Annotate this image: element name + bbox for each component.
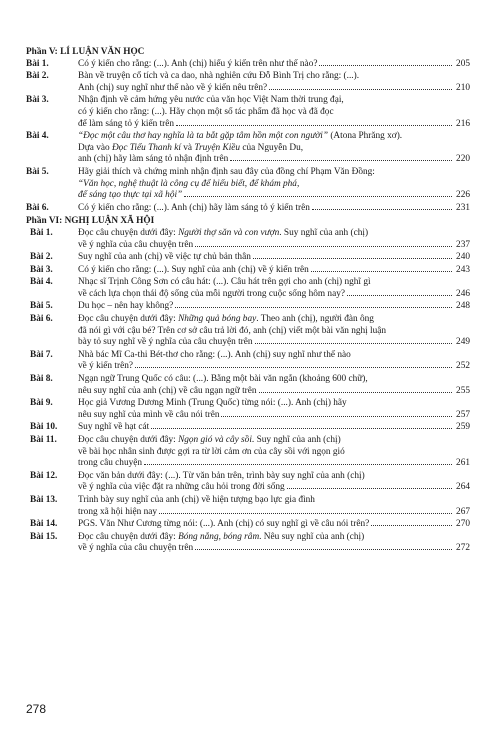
entry-label: Bài 14. <box>30 519 58 530</box>
entry-label: Bài 6. <box>30 314 53 325</box>
entry-text-line: Suy nghĩ về hạt cát <box>78 422 150 433</box>
dot-leader <box>255 343 452 344</box>
entry-page-number: 252 <box>456 361 470 372</box>
dot-leader <box>159 513 452 514</box>
entry-page-number: 216 <box>456 118 470 129</box>
entry-page-number: 267 <box>456 506 470 517</box>
entry-label: Bài 6. <box>26 202 49 213</box>
toc-entry[interactable] <box>26 252 470 264</box>
entry-page-number: 255 <box>456 385 470 396</box>
dot-leader <box>221 416 452 417</box>
page-number: 278 <box>26 702 47 716</box>
entry-page-number: 272 <box>456 543 470 554</box>
entry-label: Bài 1. <box>30 227 53 238</box>
toc-entry[interactable] <box>26 350 470 373</box>
entry-page-number: 237 <box>456 239 470 250</box>
entry-text-line: Bàn về truyện cổ tích và ca dao, nhà nghiên cứu Đỗ Bình Trị cho rằng: (...). <box>78 71 360 82</box>
section-title: Phần V: LÍ LUẬN VĂN HỌC <box>26 47 145 57</box>
entry-text-line: Anh (chị) suy nghĩ như thế nào về ý kiến nêu trên? <box>78 82 268 93</box>
entry-page-number: 270 <box>456 519 470 530</box>
entry-page-number: 261 <box>456 458 470 469</box>
entry-label: Bài 9. <box>30 398 53 409</box>
entry-page-number: 205 <box>456 58 470 69</box>
entry-page-number: 248 <box>456 301 470 312</box>
entry-text-line: Có ý kiến cho rằng: (...). Anh (chị) hiểu ý kiến trên như thế nào? <box>78 58 318 69</box>
toc-entry[interactable] <box>26 374 470 397</box>
entry-page-number: 246 <box>456 288 470 299</box>
entry-text-line: nêu suy nghĩ của anh (chị) về câu ngạn ngữ trên <box>78 385 257 396</box>
dot-leader <box>259 392 452 393</box>
entry-page-number: 259 <box>456 422 470 433</box>
entry-text-line: về ý nghĩa của việc đặt ra những câu hỏi trong đời sống <box>78 482 285 493</box>
entry-label: Bài 13. <box>30 494 58 505</box>
entry-label: Bài 10. <box>30 422 58 433</box>
dot-leader <box>151 428 452 429</box>
toc-entry[interactable] <box>26 314 470 349</box>
entry-label: Bài 5. <box>30 301 53 312</box>
entry-text-line: đã nói gì với cậu bé? Trên cơ sở câu trả lời đó, anh (chị) viết một bài văn nghị luận <box>78 325 387 336</box>
entry-page-number: 240 <box>456 252 470 263</box>
toc-entry[interactable] <box>26 532 470 555</box>
entry-text-line: Học giả Vương Dương Minh (Trung Quốc) từng nói: (...). Anh (chị) hãy <box>78 398 347 409</box>
toc-entry[interactable] <box>26 495 470 518</box>
toc-entry[interactable] <box>26 519 470 531</box>
toc-entry[interactable] <box>26 471 470 494</box>
entry-text-line: Dựa vào Đọc Tiểu Thanh kí và Truyện Kiều của Nguyễn Du, <box>78 142 304 153</box>
entry-label: Bài 12. <box>30 470 58 481</box>
toc-entry[interactable] <box>26 228 470 251</box>
dot-leader <box>176 125 452 126</box>
entry-page-number: 210 <box>456 82 470 93</box>
toc-entry[interactable] <box>26 203 470 215</box>
entry-text-line: trong câu chuyện <box>78 458 143 469</box>
entry-text-line: Ngạn ngữ Trung Quốc có câu: (...). Bằng một bài văn ngắn (khoảng 600 chữ), <box>78 374 368 385</box>
entry-text-line: Đọc câu chuyện dưới đây: Những quả bóng bay. Theo anh (chị), người đàn ông <box>78 314 374 325</box>
entry-text-line: về bài học nhân sinh được gợi ra từ lời cảm ơn của cây sồi với ngọn gió <box>78 446 345 457</box>
dot-leader <box>195 246 452 247</box>
entry-label: Bài 5. <box>26 166 49 177</box>
dot-leader <box>311 271 452 272</box>
entry-page-number: 264 <box>456 482 470 493</box>
entry-text-line: “Đọc một câu thơ hay nghĩa là ta bắt gặp tâm hồn một con người” (Atona Phrăng xơ). <box>78 131 403 142</box>
dot-leader <box>175 307 452 308</box>
entry-text-line: Suy nghĩ của anh (chị) về việc tự chủ bản thân <box>78 252 251 263</box>
toc-entry[interactable] <box>26 435 470 470</box>
entry-label: Bài 3. <box>26 95 49 106</box>
entry-label: Bài 15. <box>30 531 58 542</box>
dot-leader <box>319 65 452 66</box>
entry-label: Bài 2. <box>30 252 53 263</box>
toc-entry[interactable] <box>26 301 470 313</box>
entry-page-number: 220 <box>456 154 470 165</box>
toc-entry[interactable] <box>26 265 470 277</box>
entry-text-line: Hãy giải thích và chứng minh nhận định sau đây của đồng chí Phạm Văn Đồng: <box>78 166 375 177</box>
toc-entry[interactable] <box>26 422 470 434</box>
entry-text-line: Có ý kiến cho rằng: (...). Suy nghĩ của anh (chị) về ý kiến trên <box>78 264 309 275</box>
entry-text-line: Du học – nên hay không? <box>78 301 174 312</box>
entry-label: Bài 2. <box>26 71 49 82</box>
entry-text-line: để sáng tạo thực tại xã hội” <box>78 190 183 201</box>
entry-text-line: Nhạc sĩ Trịnh Công Sơn có câu hát: (...). Câu hát trên gợi cho anh (chị) nghĩ gì <box>78 277 371 288</box>
entry-text-line: anh (chị) hãy làm sáng tỏ nhận định trên <box>78 154 229 165</box>
toc-entry[interactable] <box>26 71 470 94</box>
toc-entry[interactable] <box>26 95 470 130</box>
entry-text-line: về ý nghĩa của câu chuyện trên <box>78 239 194 250</box>
entry-label: Bài 7. <box>30 349 53 360</box>
entry-label: Bài 1. <box>26 58 49 69</box>
dot-leader <box>253 258 452 259</box>
entry-text-line: Nhận định về cảm hứng yêu nước của văn học Việt Nam thời trung đại, <box>78 95 344 106</box>
entry-label: Bài 8. <box>30 374 53 385</box>
entry-text-line: “Văn học, nghệ thuật là công cụ để hiểu biết, để khám phá, <box>78 178 300 189</box>
toc-entry[interactable] <box>26 131 470 166</box>
table-of-contents <box>26 47 470 556</box>
entry-text-line: trong xã hội hiện nay <box>78 506 158 517</box>
entry-text-line: Đọc văn bản dưới đây: (...). Từ văn bản trên, trình bày suy nghĩ của anh (chị) <box>78 470 365 481</box>
entry-text-line: bày tỏ suy nghĩ về ý nghĩa của câu chuyện trên <box>78 337 253 348</box>
entry-text-line: về cách lựa chọn thái độ sống của mỗi người trong cuộc sống hôm nay? <box>78 288 345 299</box>
entry-text-line: Nhà bác Mĩ Ca-thi Bét-thơ cho rằng: (...). Anh (chị) suy nghĩ như thế nào <box>78 349 351 360</box>
dot-leader <box>135 367 452 368</box>
entry-page-number: 231 <box>456 202 470 213</box>
entry-page-number: 226 <box>456 190 470 201</box>
dot-leader <box>184 196 452 197</box>
dot-leader <box>312 209 452 210</box>
dot-leader <box>195 549 452 550</box>
entry-text-line: để làm sáng tỏ ý kiến trên <box>78 118 175 129</box>
entry-text-line: Trình bày suy nghĩ của anh (chị) về hiện tượng bạo lực gia đình <box>78 494 315 505</box>
entry-text-line: nêu suy nghĩ của mình về câu nói trên <box>78 409 220 420</box>
entry-page-number: 243 <box>456 264 470 275</box>
toc-entry[interactable] <box>26 167 470 202</box>
entry-label: Bài 4. <box>26 131 49 142</box>
entry-label: Bài 4. <box>30 277 53 288</box>
entry-text-line: Đọc câu chuyện dưới đây: Bóng nắng, bóng râm. Nêu suy nghĩ của anh (chị) <box>78 531 365 542</box>
entry-text-line: Đọc câu chuyện dưới đây: Ngọn gió và cây sồi. Suy nghĩ của anh (chị) <box>78 435 341 445</box>
dot-leader <box>269 89 452 90</box>
toc-entry[interactable] <box>26 59 470 71</box>
dot-leader <box>347 295 452 296</box>
entry-text-line: về ý nghĩa của câu chuyện trên <box>78 543 194 554</box>
toc-entry[interactable] <box>26 398 470 421</box>
dot-leader <box>230 160 452 161</box>
entry-text-line: có ý kiến cho rằng: (...). Hãy chọn một số tác phẩm đã học và đã đọc <box>78 106 334 117</box>
entry-text-line: Có ý kiến cho rằng: (...). Anh (chị) hãy làm sáng tỏ ý kiến trên <box>78 202 310 213</box>
dot-leader <box>287 488 452 489</box>
entry-page-number: 257 <box>456 409 470 420</box>
entry-label: Bài 11. <box>30 435 57 445</box>
entry-page-number: 249 <box>456 337 470 348</box>
entry-text-line: về ý kiến trên? <box>78 361 133 372</box>
dot-leader <box>371 525 452 526</box>
entry-text-line: Đọc câu chuyện dưới đây: Người thợ săn và con vượn. Suy nghĩ của anh (chị) <box>78 227 369 238</box>
section-title: Phần VI: NGHỊ LUẬN XÃ HỘI <box>26 216 155 227</box>
dot-leader <box>144 464 452 465</box>
toc-entry[interactable] <box>26 277 470 300</box>
entry-text-line: PGS. Văn Như Cương từng nói: (...). Anh (chị) có suy nghĩ gì về câu nói trên? <box>78 519 370 530</box>
entry-label: Bài 3. <box>30 264 53 275</box>
